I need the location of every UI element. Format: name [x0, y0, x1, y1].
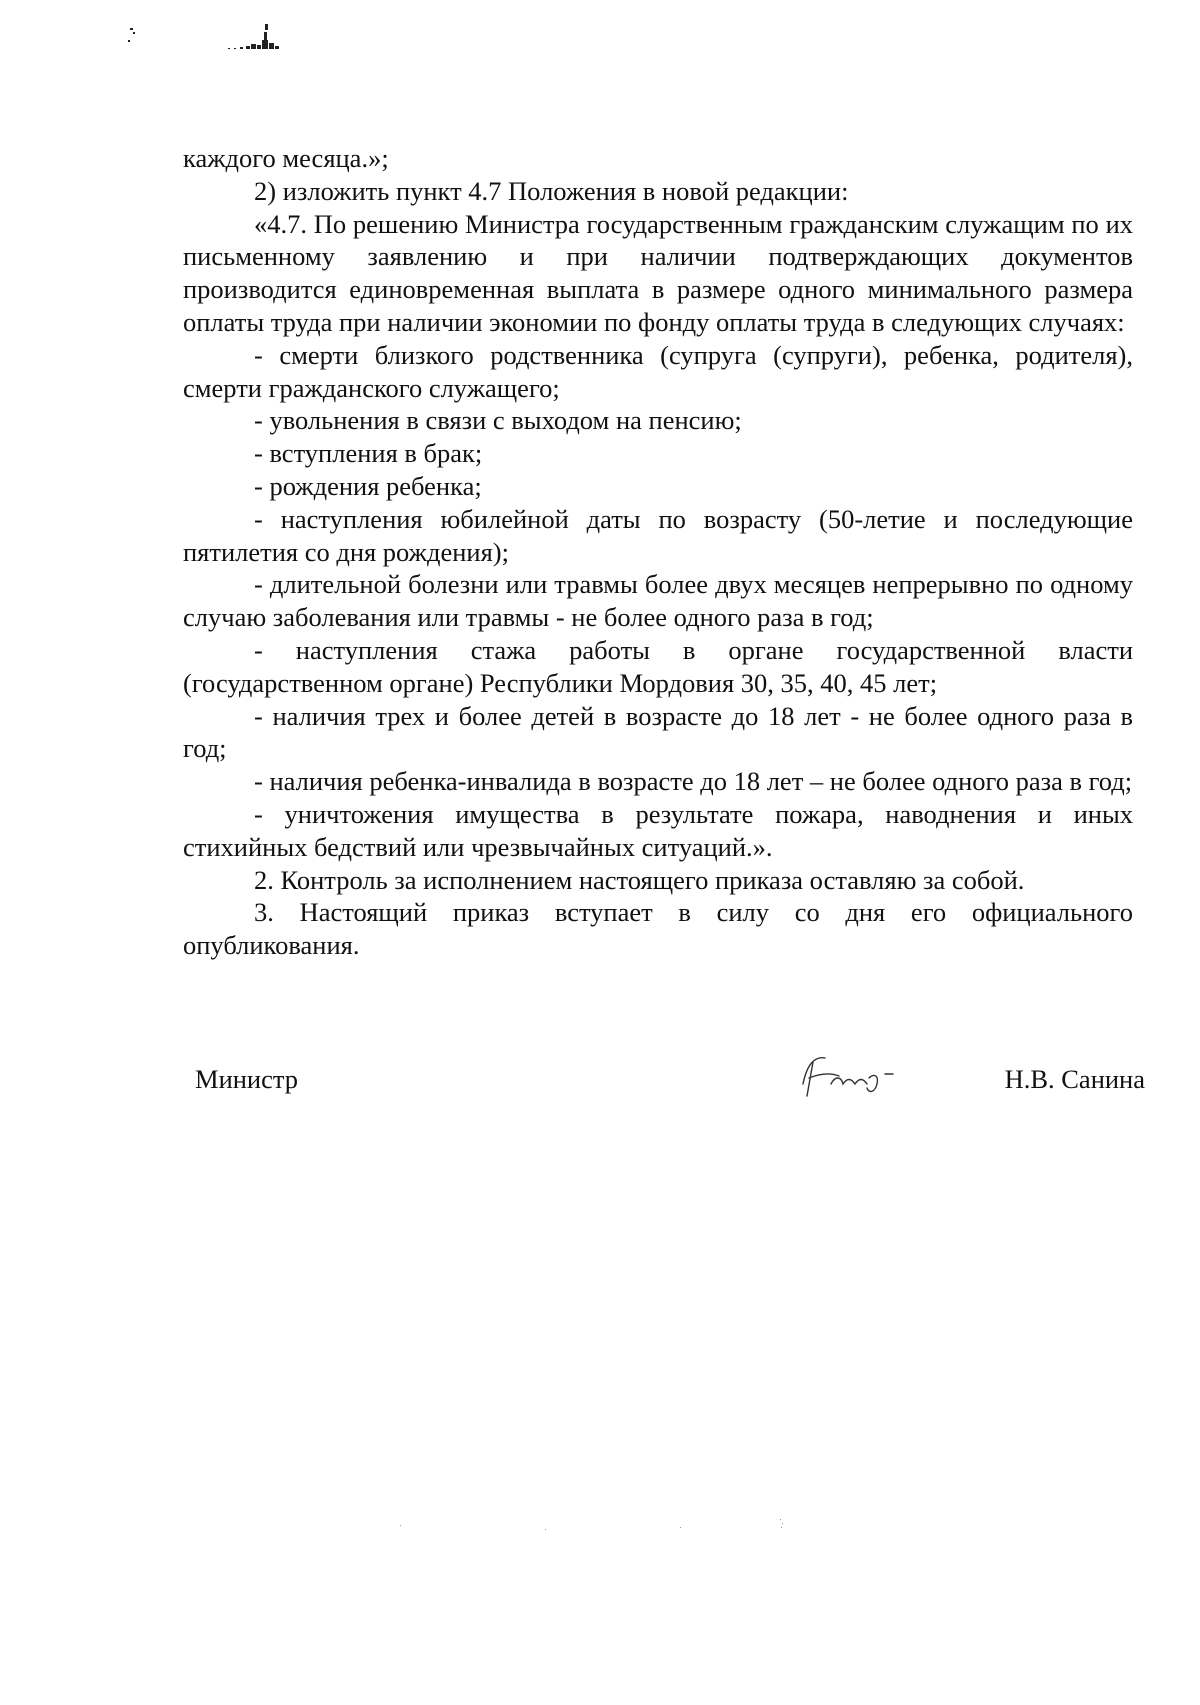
handwritten-signature — [785, 1044, 925, 1104]
list-item-illness: - длительной болезни или травмы более двух месяцев непрерывно по одному случаю заболевания или травмы - не более одного раза в год; — [183, 569, 1133, 633]
list-item-marriage: - вступления в брак; — [254, 438, 483, 469]
document-body — [183, 142, 1133, 962]
signature-block — [195, 1054, 1145, 1134]
list-item-disabled-child: - наличия ребенка-инвалида в возрасте до 18 лет – не более одного раза в год; — [254, 766, 1133, 797]
paragraph-amendment-2: 2) изложить пункт 4.7 Положения в новой редакции: — [254, 175, 849, 206]
list-item-large-family: - наличия трех и более детей в возрасте до 18 лет - не более одного раза в год; — [183, 700, 1133, 764]
list-item-service-length: - наступления стажа работы в органе государственной власти (государственном органе) Республики Мордовия 30, 35, 40, 45 лет; — [183, 634, 1133, 698]
list-item-property-loss: - уничтожения имущества в результате пожара, наводнения и иных стихийных бедствий или чрезвычайных ситуаций.». — [183, 798, 1133, 862]
list-item-anniversary: - наступления юбилейной даты по возрасту (50-летие и последующие пятилетия со дня рождения); — [183, 503, 1133, 567]
list-item-birth: - рождения ребенка; — [254, 470, 482, 501]
paragraph-continuation: каждого месяца.»; — [183, 143, 389, 173]
paragraph-control: 2. Контроль за исполнением настоящего приказа оставляю за собой. — [254, 864, 1025, 895]
list-item-death: - смерти близкого родственника (супруга (супруги), ребенка, родителя), смерти гражданского служащего; — [183, 339, 1133, 403]
signer-title: Министр — [195, 1064, 299, 1094]
list-item-retirement: - увольнения в связи с выходом на пенсию; — [254, 405, 742, 436]
scan-artifact — [120, 10, 320, 70]
paragraph-effective-date: 3. Настоящий приказ вступает в силу со дня его официального опубликования. — [183, 897, 1133, 961]
scan-noise — [380, 1515, 820, 1535]
paragraph-clause-4-7: «4.7. По решению Министра государственным гражданским служащим по их письменному заявлению и при наличии подтверждающих документов производится единовременная выплата в размере одного минимального размера оплаты труда при наличии экономии по фонду оплаты труда в следующих случаях: — [183, 208, 1133, 337]
signer-name: Н.В. Санина — [1004, 1064, 1145, 1094]
